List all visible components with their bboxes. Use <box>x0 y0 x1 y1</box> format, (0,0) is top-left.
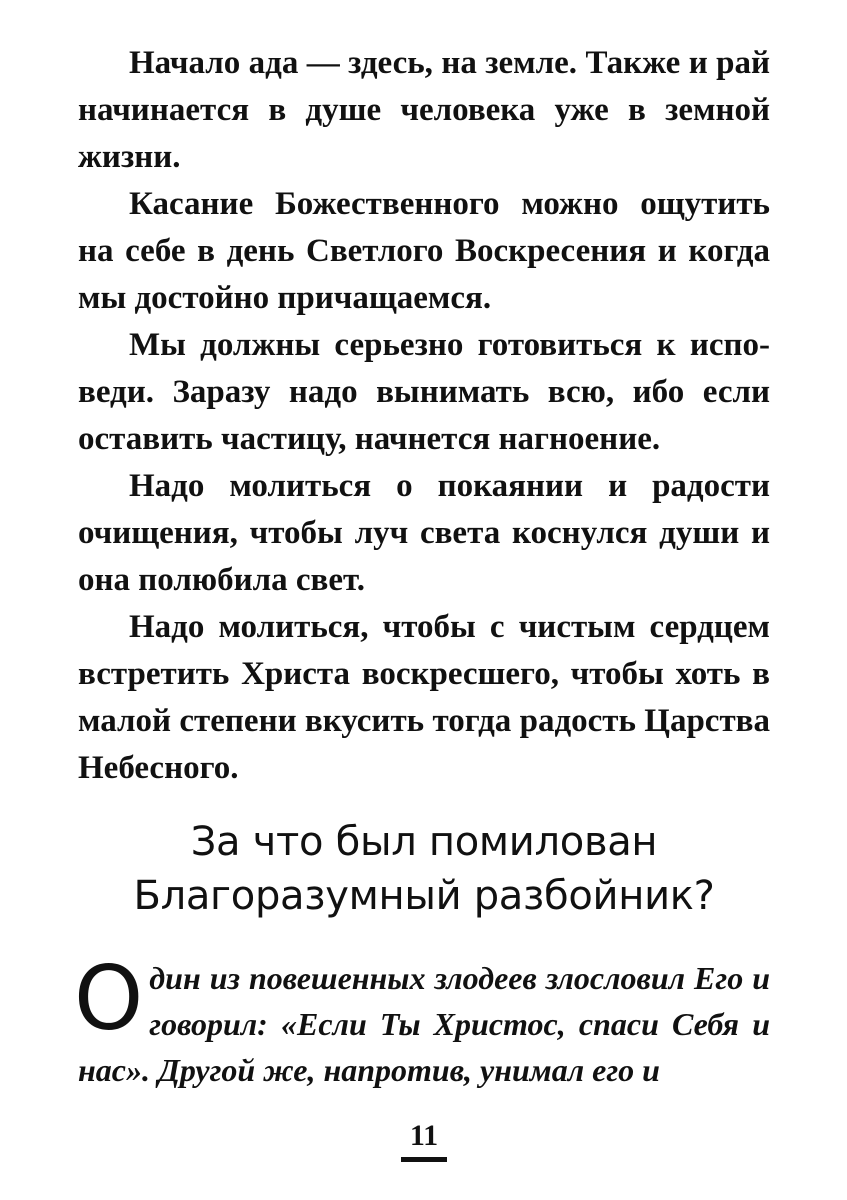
paragraph-3: Мы должны серьезно готовиться к исповеди. Заразу надо вынимать всю, ибо если оставить частицу, начнется нагноение. <box>78 327 770 457</box>
page-number: 11 <box>409 1119 439 1152</box>
paragraph-2: Касание Божественного можно ощутить на себе в день Светлого Воскресения и когда мы достойно причащаемся. <box>78 186 770 316</box>
scripture-excerpt <box>74 947 770 1093</box>
drop-cap: О <box>74 947 144 1050</box>
section-heading-line-1: За что был помилован <box>190 819 658 865</box>
paragraph-1: Начало ада — здесь, на земле. Также и рай начинается в душе человека уже в земной жизни. <box>78 45 770 175</box>
section-heading <box>78 815 770 923</box>
body-text <box>78 40 770 792</box>
paragraph-4: Надо молиться о покаянии и радости очищения, чтобы луч света коснулся души и она полюбила свет. <box>78 468 770 598</box>
excerpt-text: дин из повешенных злодеев злословил Его и говорил: «Если Ты Христос, спаси Себя и нас». Другой же, напротив, унимал его и <box>78 960 770 1088</box>
section-heading-line-2: Благоразумный разбойник? <box>133 873 715 919</box>
book-page <box>74 0 770 1200</box>
paragraph-5: Надо молиться, чтобы с чистым сердцем встретить Христа воскресшего, чтобы хоть в малой степени вкусить тогда радость Царства Небесного. <box>78 609 770 786</box>
page-number-rule <box>401 1157 447 1162</box>
